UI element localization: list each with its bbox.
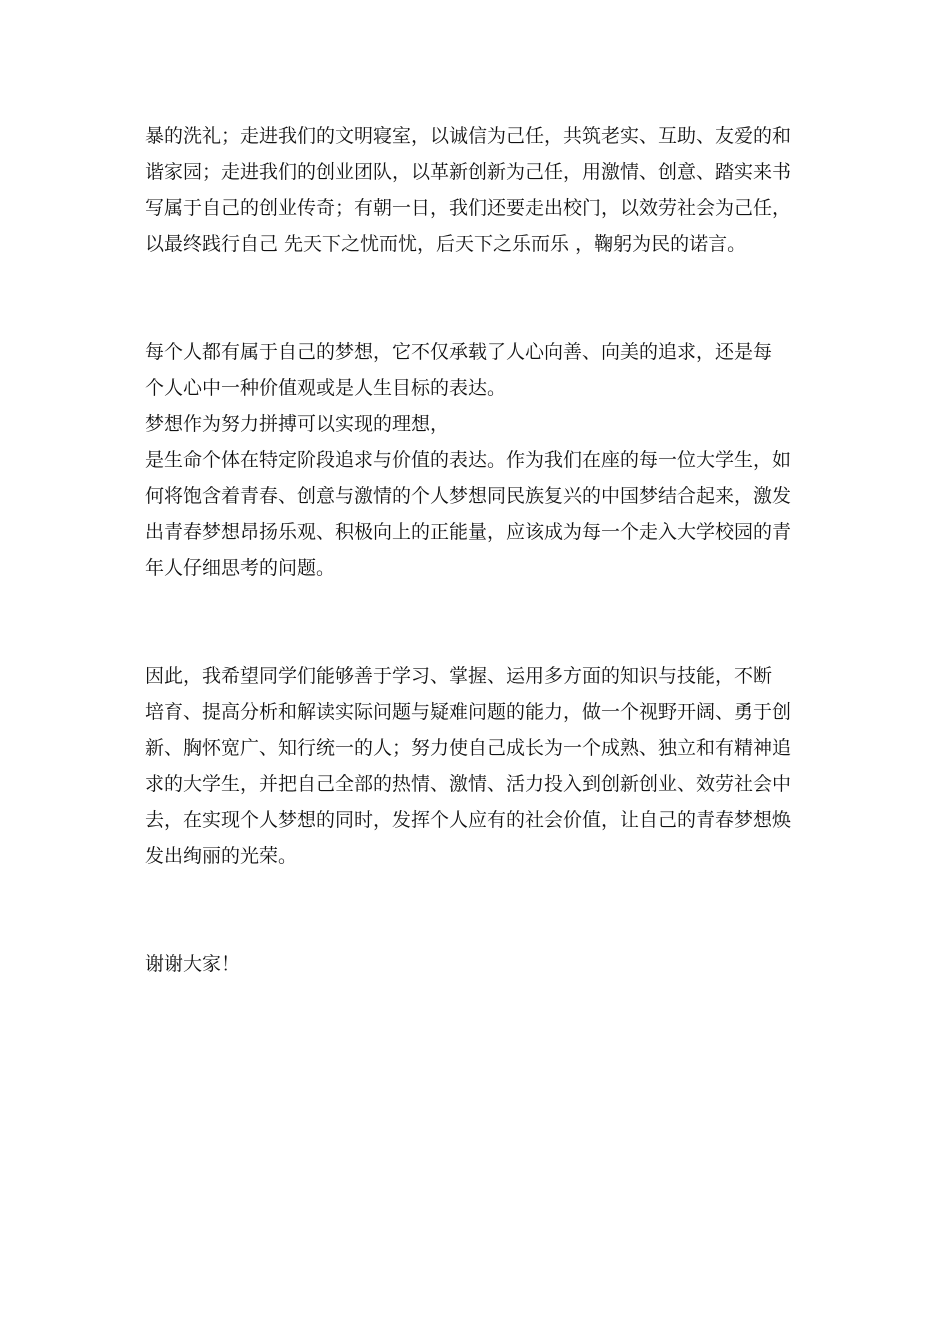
paragraph-dreams: 每个人都有属于自己的梦想，它不仅承载了人心向善、向美的追求，还是每 个人心中一种价值观或是人生目标的表达。梦想作为努力拼搏可以实现的理想， 是生命个体在特定阶段追求与价值的表达。作为我们在座的每一位大学生，如 何将饱含着青春、创意与激情的个人梦想同民族复兴的中国梦结合起来，激发 出青春梦想昂扬乐观、积极向上的正能量，应该成为每一个走入大学校园的青 年人仔细思考的问题。: [145, 341, 792, 579]
paragraph-continuation: 暴的洗礼；走进我们的文明寝室，以诚信为己任，共筑老实、互助、友爱的和 谐家园；走进我们的创业团队，以革新创新为己任，用激情、创意、踏实来书 写属于自己的创业传奇；有朝一日，我们还要走出校门，以效劳社会为己任， 以最终践行自己 先天下之忧而忧，后天下之乐而乐 ，鞠躬为民的诺言。: [145, 125, 792, 255]
document-body: [145, 118, 805, 982]
paragraph-hopes: 因此，我希望同学们能够善于学习、掌握、运用多方面的知识与技能，不断 培育、提高分析和解读实际问题与疑难问题的能力，做一个视野开阔、勇于创 新、胸怀宽广、知行统一的人；努力使自己成长为一个成熟、独立和有精神追 求的大学生，并把自己全部的热情、激情、活力投入到创新创业、效劳社会中 去，在实现个人梦想的同时，发挥个人应有的社会价值，让自己的青春梦想焕 发出绚丽的光荣。: [145, 665, 792, 867]
paragraph-thanks: 谢谢大家！: [145, 953, 241, 975]
